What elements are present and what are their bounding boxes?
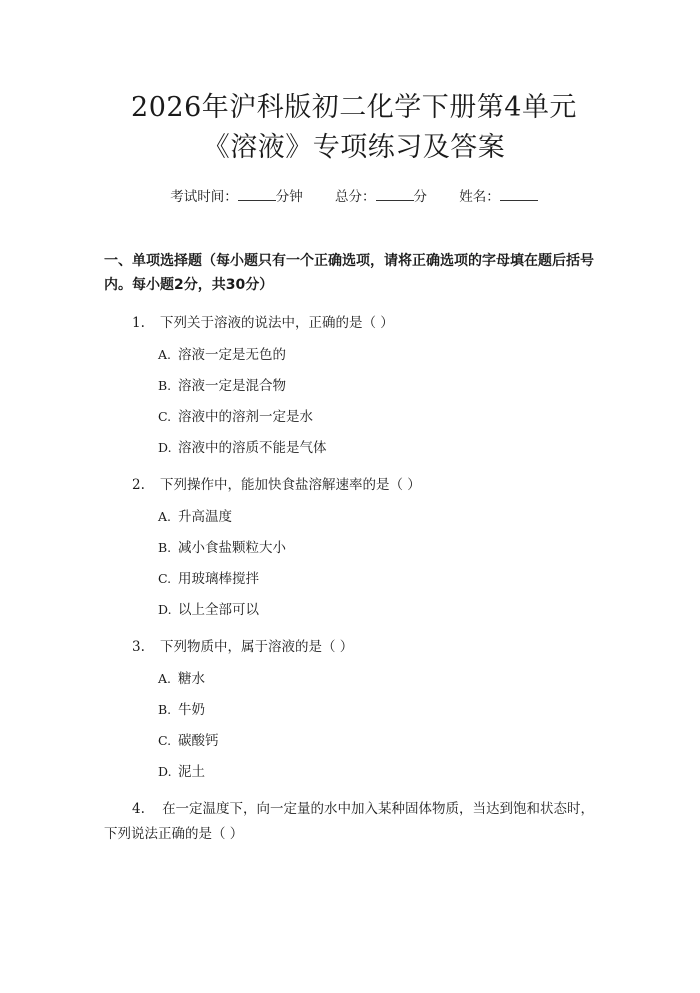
section-heading: 一、单项选择题（每小题只有一个正确选项，请将正确选项的字母填在题后括号内。每小题2分，共30分） <box>104 253 594 293</box>
question-text <box>104 797 604 847</box>
question-3 <box>104 635 604 783</box>
exam-time-field <box>170 188 303 206</box>
option-c[interactable] <box>158 730 604 752</box>
option-letter: D. <box>158 440 172 455</box>
option-b[interactable] <box>158 537 604 559</box>
option-a[interactable] <box>158 344 604 366</box>
option-b[interactable] <box>158 375 604 397</box>
option-text: 泥土 <box>178 764 205 780</box>
option-letter: C. <box>158 733 172 748</box>
question-text: 下列操作中，能加快食盐溶解速率的是（ ） <box>160 477 421 493</box>
option-b[interactable] <box>158 699 604 721</box>
option-letter: B. <box>158 378 172 393</box>
total-score-field <box>335 188 427 206</box>
option-letter: B. <box>158 702 172 717</box>
document-title: 2026年沪科版初二化学下册第4单元《溶液》专项练习及答案 <box>131 92 577 163</box>
option-text: 牛奶 <box>178 702 205 718</box>
exam-time-label: 考试时间： <box>170 189 238 205</box>
option-letter: D. <box>158 602 172 617</box>
option-c[interactable] <box>158 406 604 428</box>
options-list <box>158 344 604 459</box>
options-list <box>158 668 604 783</box>
question-1 <box>104 311 604 459</box>
option-text: 以上全部可以 <box>178 602 259 618</box>
question-text: 下列关于溶液的说法中，正确的是（ ） <box>160 315 394 331</box>
option-c[interactable] <box>158 568 604 590</box>
option-d[interactable] <box>158 761 604 783</box>
option-a[interactable] <box>158 506 604 528</box>
option-letter: C. <box>158 571 172 586</box>
question-number: 2. <box>132 477 145 493</box>
exam-time-unit: 分钟 <box>275 189 303 205</box>
exam-time-blank[interactable] <box>238 188 276 201</box>
option-d[interactable] <box>158 437 604 459</box>
option-text: 溶液中的溶剂一定是水 <box>178 409 313 425</box>
option-letter: D. <box>158 764 172 779</box>
option-letter: A. <box>158 671 172 686</box>
option-text: 用玻璃棒搅拌 <box>178 571 259 587</box>
question-4 <box>104 797 604 847</box>
option-text: 溶液一定是无色的 <box>178 347 286 363</box>
option-letter: B. <box>158 540 172 555</box>
option-text: 升高温度 <box>178 509 232 525</box>
total-score-label: 总分： <box>335 189 376 205</box>
question-body: 在一定温度下，向一定量的水中加入某种固体物质，当达到饱和状态时，下列说法正确的是（ ） <box>104 801 595 842</box>
question-number: 4. <box>132 801 145 817</box>
option-letter: A. <box>158 347 172 362</box>
option-text: 碳酸钙 <box>178 733 219 749</box>
question-text: 下列物质中，属于溶液的是（ ） <box>160 639 354 655</box>
options-list <box>158 506 604 621</box>
total-score-blank[interactable] <box>376 188 414 201</box>
exam-info-line <box>104 188 604 206</box>
total-score-unit: 分 <box>413 189 427 205</box>
exam-page <box>0 88 700 993</box>
option-text: 溶液一定是混合物 <box>178 378 286 394</box>
question-number: 3. <box>132 639 145 655</box>
option-a[interactable] <box>158 668 604 690</box>
student-name-blank[interactable] <box>500 188 538 201</box>
option-letter: A. <box>158 509 172 524</box>
question-2 <box>104 473 604 621</box>
option-text: 溶液中的溶质不能是气体 <box>178 440 327 456</box>
option-text: 减小食盐颗粒大小 <box>178 540 286 556</box>
student-name-label: 姓名： <box>459 189 500 205</box>
option-letter: C. <box>158 409 172 424</box>
option-d[interactable] <box>158 599 604 621</box>
student-name-field <box>459 188 538 206</box>
option-text: 糖水 <box>178 671 205 687</box>
question-number: 1. <box>132 315 145 331</box>
